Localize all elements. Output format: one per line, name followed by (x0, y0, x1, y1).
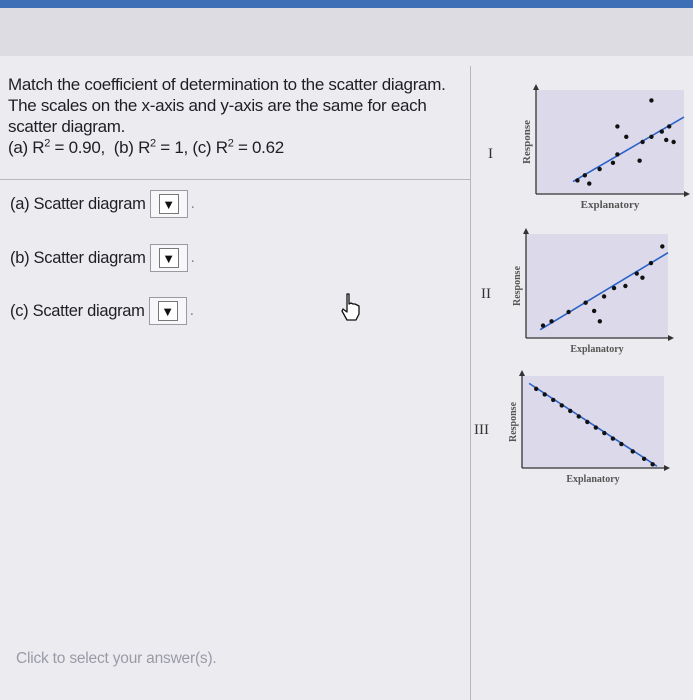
data-point (597, 167, 601, 171)
question-line-3: scatter diagram. (8, 117, 126, 136)
data-point (640, 275, 644, 279)
data-point (667, 124, 671, 128)
plot-area (526, 234, 668, 338)
x-axis-label: Explanatory (580, 199, 640, 211)
r2-b-prefix: (b) R (113, 138, 151, 157)
r2-b-exponent: 2 (150, 137, 156, 150)
data-point (650, 462, 654, 466)
answer-dropdown-b[interactable] (150, 244, 188, 272)
data-point (543, 392, 547, 396)
data-point (575, 178, 579, 182)
answer-period-c: . (189, 302, 194, 319)
data-point (592, 309, 596, 313)
data-point (560, 403, 564, 407)
plot-area (536, 90, 684, 194)
dropdown-arrow-icon[interactable]: ▼ (159, 194, 179, 214)
data-point (568, 409, 572, 413)
r2-a-prefix: (a) R (8, 138, 45, 157)
answer-label-b: (b) Scatter diagram (10, 248, 146, 267)
top-bar (0, 0, 693, 8)
select-answer-hint: Click to select your answer(s). (16, 650, 217, 667)
answer-label-a: (a) Scatter diagram (10, 194, 146, 213)
plot-area (522, 376, 664, 468)
data-point (649, 135, 653, 139)
r2-a-value: = 0.90, (50, 138, 105, 157)
data-point (541, 323, 545, 327)
y-axis-arrow (533, 84, 539, 90)
y-axis-label: Response (508, 401, 519, 443)
question-line-2: The scales on the x-axis and y-axis are the same for each (8, 96, 427, 115)
x-axis-label: Explanatory (570, 344, 624, 355)
data-point (631, 449, 635, 453)
r-squared-values (8, 137, 463, 158)
hand-pointer-icon (338, 292, 364, 322)
data-point (583, 300, 587, 304)
data-point (551, 398, 555, 402)
r2-c-prefix: (c) R (192, 138, 228, 157)
data-point (611, 436, 615, 440)
data-point (602, 294, 606, 298)
r2-b-value: = 1, (155, 138, 188, 157)
answer-row-c (10, 296, 194, 326)
data-point (585, 420, 589, 424)
diagram-2-numeral: II (481, 286, 491, 302)
data-point (660, 244, 664, 248)
data-point (587, 181, 591, 185)
data-point (598, 319, 602, 323)
r2-c-value: = 0.62 (233, 138, 284, 157)
y-axis-label: Response (521, 119, 533, 165)
data-point (635, 271, 639, 275)
scatter-diagram-3 (508, 370, 668, 492)
data-point (671, 140, 675, 144)
answer-dropdown-a[interactable] (150, 190, 188, 218)
data-point (640, 140, 644, 144)
answer-row-b (10, 243, 195, 273)
scatter-plot-3-svg (508, 370, 668, 492)
scatter-diagram-1 (516, 84, 688, 224)
answer-period-b: . (190, 249, 195, 266)
y-axis-label: Response (512, 265, 523, 307)
question-text (8, 74, 463, 158)
data-point (642, 457, 646, 461)
data-point (664, 138, 668, 142)
horizontal-divider (0, 179, 470, 180)
answer-dropdown-c[interactable] (149, 297, 187, 325)
data-point (649, 98, 653, 102)
data-point (611, 161, 615, 165)
dropdown-arrow-icon[interactable]: ▼ (159, 248, 179, 268)
data-point (623, 284, 627, 288)
data-point (612, 286, 616, 290)
data-point (583, 173, 587, 177)
diagram-1-numeral: I (488, 146, 493, 162)
data-point (615, 124, 619, 128)
data-point (594, 425, 598, 429)
r2-a-exponent: 2 (44, 137, 51, 150)
y-axis-arrow (523, 228, 529, 234)
data-point (602, 431, 606, 435)
question-line-1: Match the coefficient of determination to the scatter diagram. (8, 75, 446, 94)
scatter-plot-1-svg (516, 84, 688, 224)
vertical-divider (470, 66, 471, 700)
r2-c-exponent: 2 (227, 137, 234, 150)
x-axis-label: Explanatory (566, 474, 620, 485)
answer-label-c: (c) Scatter diagram (10, 301, 145, 320)
y-axis-arrow (519, 370, 525, 376)
scatter-plot-2-svg (508, 228, 670, 363)
data-point (615, 152, 619, 156)
data-point (624, 135, 628, 139)
data-point (534, 387, 538, 391)
data-point (619, 442, 623, 446)
answer-row-a (10, 189, 195, 219)
toolbar-strip (0, 8, 693, 56)
scatter-diagram-2 (508, 228, 670, 363)
data-point (660, 129, 664, 133)
data-point (566, 310, 570, 314)
answer-period-a: . (190, 195, 195, 212)
data-point (549, 319, 553, 323)
data-point (649, 261, 653, 265)
diagram-3-numeral: III (474, 422, 489, 438)
data-point (637, 159, 641, 163)
dropdown-arrow-icon[interactable]: ▼ (158, 301, 178, 321)
data-point (577, 414, 581, 418)
